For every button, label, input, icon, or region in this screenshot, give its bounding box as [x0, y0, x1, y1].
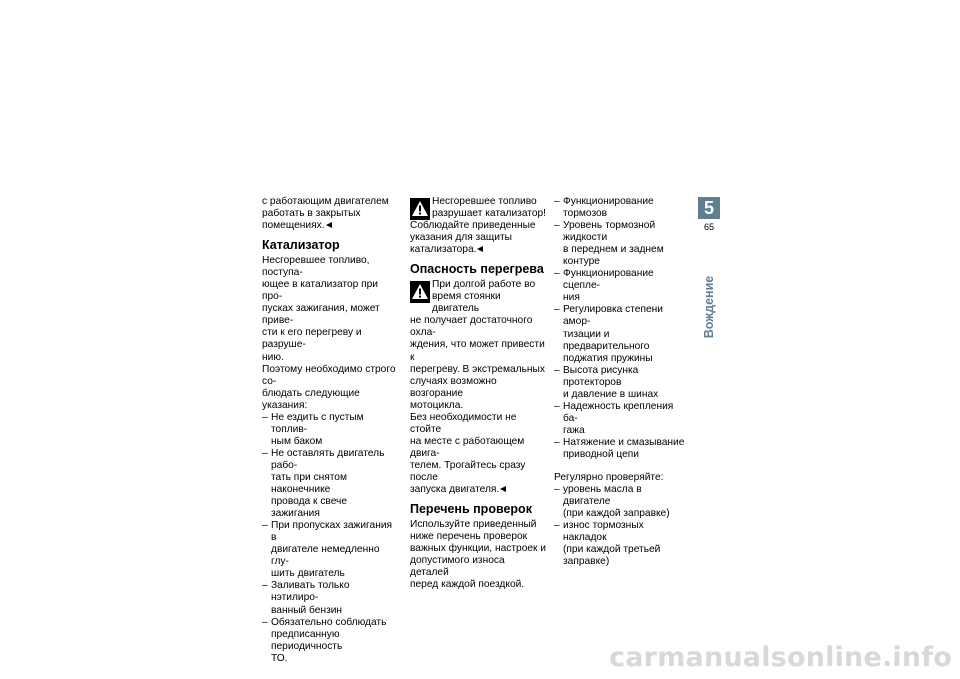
- list-item: – Обязательно соблюдать предписанную периодичность ТО.: [262, 617, 398, 665]
- page-number: 65: [703, 222, 714, 232]
- warning-triangle-icon: [410, 198, 430, 220]
- regular-check-label: Регулярно проверяйте:: [554, 472, 664, 484]
- checklist: [554, 196, 690, 461]
- list-item: – Натяжение и смазывание приводной цепи: [554, 437, 690, 461]
- end-triangle-icon: [477, 246, 483, 252]
- list-item: – Регулировка степени амор- тизации и предварительного поджатия пружины: [554, 304, 690, 364]
- overheat-paragraph: Без необходимости не стойте на месте с работающем двига- телем. Трогайтесь сразу после запуска двигателя.: [410, 411, 526, 496]
- list-item: – Заливать только нэтилиро- ванный бензин: [262, 580, 398, 616]
- warning-catalyst: Несгоревшее топливо разрушает катализатор! Соблюдайте приведенные указания для защиты катализатора.: [410, 196, 546, 256]
- watermark: carmanualsonline.info: [609, 642, 952, 673]
- catalyst-paragraph: Несгоревшее топливо, поступа- ющее в катализатор при про- пусках зажигания, может приве- сти к его перегреву и разруше- нию. Поэтому необходимо строго со- блюдать следующие указания:: [262, 255, 396, 411]
- list-item: – Не ездить с пустым топлив- ным баком: [262, 412, 398, 448]
- chapter-tab: [698, 197, 720, 345]
- column-3: [554, 196, 690, 568]
- catalyst-instructions-list: [262, 412, 398, 665]
- section-title: Вождение: [702, 275, 716, 339]
- list-item: – Функционирование тормозов: [554, 196, 690, 220]
- list-item: – Высота рисунка протекторов и давление в шинах: [554, 365, 690, 401]
- regular-checklist: [554, 484, 690, 568]
- column-2: [410, 196, 546, 591]
- heading-catalyst: Катализатор: [262, 238, 340, 253]
- list-item: – износ тормозных накладок (при каждой третьей заправке): [554, 520, 690, 568]
- list-item: – Функционирование сцепле- ния: [554, 268, 690, 304]
- list-item: – При пропусках зажигания в двигателе немедленно глу- шить двигатель: [262, 520, 398, 580]
- list-item: – Не оставлять двигатель рабо- тать при снятом наконечнике провода к свече зажигания: [262, 448, 398, 520]
- heading-checklist: Перечень проверок: [410, 502, 532, 517]
- warning-triangle-icon: [410, 281, 430, 303]
- end-triangle-icon: [326, 222, 332, 228]
- warning-overheat: При долгой работе во время стоянки двигатель не получает достаточного охла- ждения, что может привести к перегреву. В экстремальных случаях возможно возгорание мотоцикла.: [410, 279, 545, 411]
- list-item: – Уровень тормозной жидкости в переднем и заднем контуре: [554, 220, 690, 268]
- list-item: – Надежность крепления ба- гажа: [554, 401, 690, 437]
- heading-overheat: Опасность перегрева: [410, 262, 544, 277]
- end-triangle-icon: [500, 486, 506, 492]
- intro-text: с работающим двигателем работать в закрытых помещениях.: [262, 196, 389, 232]
- chapter-number: 5: [698, 197, 720, 219]
- list-item: – уровень масла в двигателе (при каждой заправке): [554, 484, 690, 520]
- checklist-intro: Используйте приведенный ниже перечень проверок важных функции, настроек и допустимого износа деталей перед каждой поездкой.: [410, 519, 546, 591]
- column-1: [262, 196, 398, 665]
